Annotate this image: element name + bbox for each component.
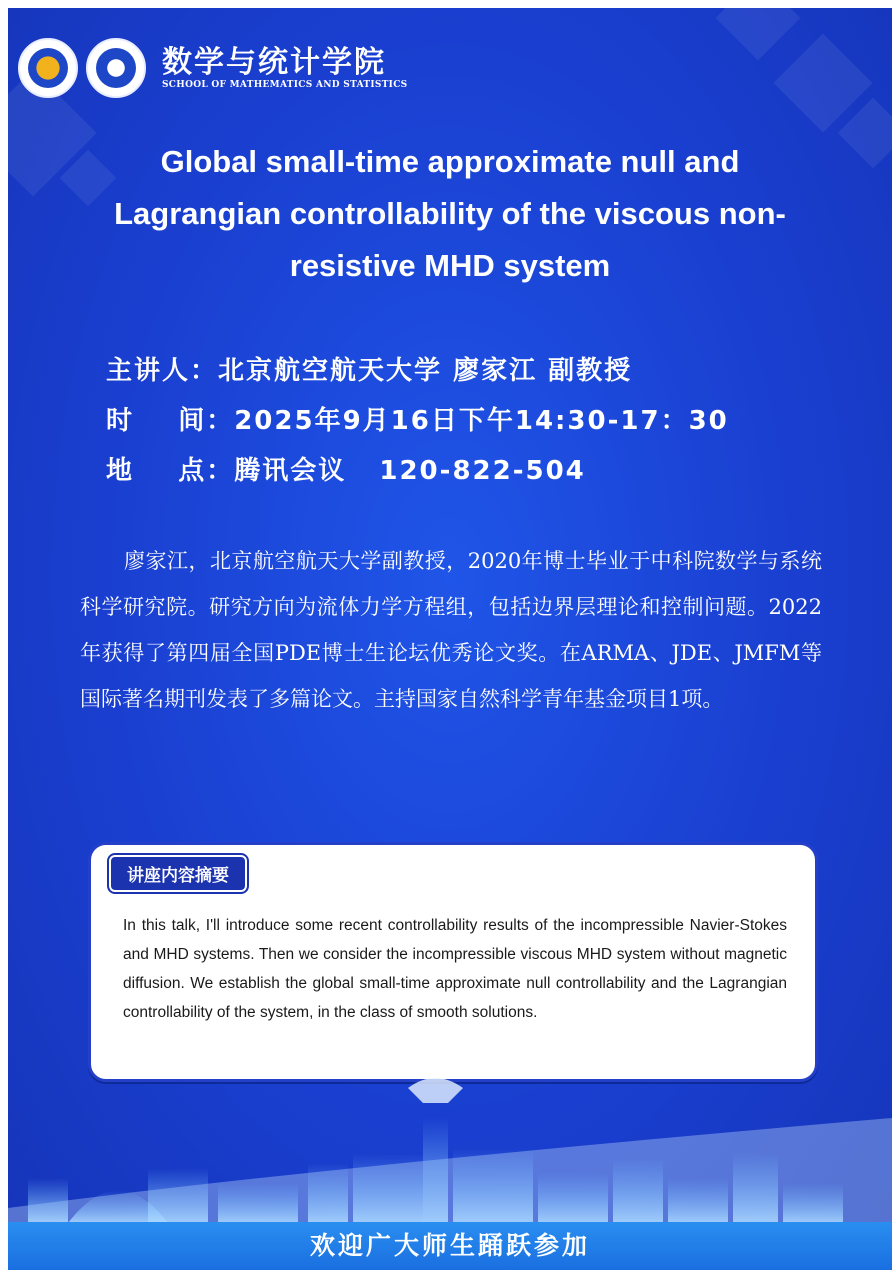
school-name-en: SCHOOL OF MATHEMATICS AND STATISTICS bbox=[162, 80, 408, 90]
place-row bbox=[106, 446, 729, 496]
abstract-tag: 讲座内容摘要 bbox=[109, 855, 247, 892]
poster bbox=[8, 8, 892, 1270]
school-name-cn: 数学与统计学院 bbox=[162, 45, 386, 80]
abstract-text: In this talk, I'll introduce some recent controllability results of the incompressible Navier-Stokes and MHD systems. Then we consider the incompressible viscous MHD system without magnetic diffusion. We establish the global small-time approximate null controllability and the Lagrangian controllability of the system, in the class of smooth solutions. bbox=[123, 917, 787, 1021]
speaker-value: 北京航空航天大学 廖家江 副教授 bbox=[218, 356, 633, 386]
university-logo bbox=[18, 38, 78, 98]
abstract-box bbox=[88, 842, 818, 1082]
title-line: Lagrangian controllability of the viscous non- bbox=[114, 196, 786, 231]
title-line: resistive MHD system bbox=[289, 248, 611, 283]
time-value: 2025年9月16日下午14:30-17：30 bbox=[234, 406, 729, 436]
speaker-row bbox=[106, 346, 729, 396]
talk-title bbox=[48, 136, 852, 292]
city-skyline-illustration bbox=[8, 1058, 892, 1228]
school-logo bbox=[86, 38, 146, 98]
time-label: 时 间： bbox=[106, 406, 235, 436]
place-value: 腾讯会议 120-822-504 bbox=[234, 456, 586, 486]
school-name bbox=[162, 46, 407, 90]
place-label: 地 点： bbox=[106, 456, 235, 486]
speaker-bio: 廖家江，北京航空航天大学副教授，2020年博士毕业于中科院数学与系统科学研究院。研究方向为流体力学方程组，包括边界层理论和控制问题。2022年获得了第四届全国PDE博士生论坛优秀论文奖。在ARMA、JDE、JMFM等国际著名期刊发表了多篇论文。主持国家自然科学青年基金项目1项。 bbox=[80, 549, 822, 711]
talk-info bbox=[106, 346, 729, 496]
decor-diamond bbox=[716, 8, 801, 60]
speaker-label: 主讲人： bbox=[106, 356, 219, 386]
footer-banner: 欢迎广大师生踊跃参加 bbox=[8, 1222, 892, 1270]
time-row bbox=[106, 396, 729, 446]
title-line: Global small-time approximate null and bbox=[160, 144, 740, 179]
header bbox=[18, 38, 407, 98]
